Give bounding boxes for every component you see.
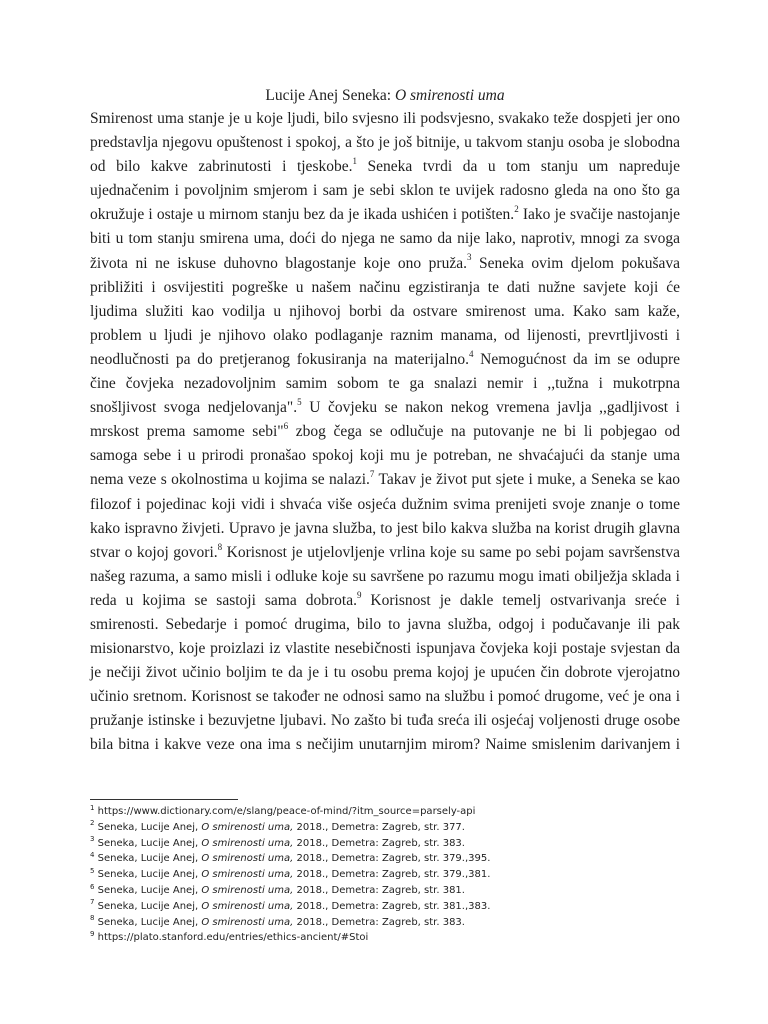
body-text-segment: mrskost prema samome sebi" — [90, 423, 284, 441]
footnote-work-title: O smirenosti uma, — [201, 900, 294, 912]
body-line — [90, 444, 680, 468]
body-text-segment: Seneka ovim djelom pokušava — [471, 254, 680, 272]
body-line — [90, 348, 680, 372]
body-text-segment: života ni ne iskuse duhovno blagostanje koje ono pruža. — [90, 254, 467, 272]
footnote-text: Seneka, Lucije Anej, — [97, 916, 202, 928]
footnote-reference[interactable]: 2 — [514, 204, 519, 215]
body-line — [90, 227, 680, 251]
footnote-reference[interactable]: 3 — [466, 252, 472, 263]
footnote-reference[interactable]: 8 — [217, 541, 223, 552]
footnote-number: 7 — [90, 898, 95, 907]
footnote-work-title: O smirenosti uma, — [201, 853, 294, 865]
footnote-number: 6 — [90, 882, 95, 891]
footnote-citation: 2018., Demetra: Zagreb, str. 377. — [293, 821, 465, 833]
footnote-work-title: O smirenosti uma, — [201, 821, 294, 833]
footnote-number: 2 — [90, 819, 95, 828]
body-text-segment: Korisnost je utjelovljenje vrlina koje su same po sebi pojam savršenstva — [222, 543, 680, 561]
body-text-segment: zbog čega se odlučuje na putovanje ne bi li pobjegao od — [288, 423, 681, 441]
body-text-segment: stvar o kojoj govori. — [90, 543, 218, 561]
footnote-text: Seneka, Lucije Anej, — [97, 900, 202, 912]
footnote-work-title: O smirenosti uma, — [201, 869, 294, 881]
footnote-citation: 2018., Demetra: Zagreb, str. 379.,395. — [293, 853, 491, 865]
body-text-segment: predstavlja njegovu opuštenost i spokoj, a što je još bitnije, u takvom stanju osoba je slobodna — [90, 134, 680, 152]
footnote-number: 9 — [90, 930, 95, 939]
footnote-item — [90, 851, 680, 867]
body-text-segment: misionarstvo, koje proizlazi iz vlastite nesebičnosti ispunjava čovjeka koji postaje svjestan da — [90, 640, 680, 658]
body-text-segment: filozof i pojedinac koji vidi i shvaća više osjeća dužnim svima prenijeti svoje znanje o tome — [90, 495, 680, 513]
body-line — [90, 300, 680, 324]
footnote-number: 5 — [90, 866, 95, 875]
body-text-segment: približiti i osvijestiti pogreške u našem načinu egzistiranja te dati nužne savjete koji će — [90, 278, 680, 296]
footnote-reference[interactable]: 4 — [468, 348, 474, 359]
body-line — [90, 155, 680, 179]
body-line — [90, 420, 680, 444]
footnote-reference[interactable]: 6 — [283, 421, 289, 432]
body-text-segment: Iako je svačije nastojanje — [518, 206, 680, 224]
body-text-segment: neodlučnosti pa do pretjeranog fokusiranja na materijalno. — [90, 350, 469, 368]
body-text-segment: okružuje i ostaje u mirnom stanju bez da je ikada ushićen i potišten. — [90, 206, 515, 224]
footnote-number: 8 — [90, 914, 95, 923]
body-line — [90, 324, 680, 348]
body-line — [90, 179, 680, 203]
footnote-reference[interactable]: 1 — [352, 156, 357, 167]
footnote-reference[interactable]: 9 — [356, 589, 362, 600]
body-line — [90, 372, 680, 396]
footnote-work-title: O smirenosti uma, — [201, 837, 294, 849]
body-line — [90, 661, 680, 685]
title-work: O smirenosti uma — [394, 87, 505, 104]
footnote-text: Seneka, Lucije Anej, — [97, 884, 202, 896]
footnote-text[interactable]: https://plato.stanford.edu/entries/ethics-ancient/#Stoi — [97, 932, 369, 944]
body-text-segment: kako ispravno živjeti. Upravo je javna služba, to jest bilo kakva služba na korist drugih glavna — [90, 519, 680, 537]
footnote-citation: 2018., Demetra: Zagreb, str. 383. — [293, 916, 465, 928]
body-line — [90, 589, 680, 613]
body-line — [90, 733, 680, 757]
footnote-number: 4 — [90, 851, 95, 860]
body-text-segment: Korisnost je dakle temelj ostvarivanja sreće i — [361, 591, 680, 609]
footnote-item — [90, 883, 680, 899]
body-line — [90, 396, 680, 420]
body-text-segment: čine čovjeka nezadovoljnim samim sobom te ga snalazi nemir i ,,tužna i mukotrpna — [90, 375, 680, 393]
body-text-segment: nema veze s okolnostima u kojima se nalazi. — [90, 471, 370, 489]
body-line — [90, 252, 680, 276]
body-paragraph — [90, 107, 680, 758]
footnote-separator — [90, 799, 238, 800]
body-text-segment: je nečiji život učinio boljim te da je i tu osobu prema kojoj je upućen čin dobrote vjerojatno — [90, 664, 680, 682]
footnote-citation: 2018., Demetra: Zagreb, str. 383. — [293, 837, 465, 849]
body-text-segment: Nemogućnost da im se odupre — [473, 350, 681, 368]
body-line — [90, 131, 680, 155]
footnote-text: Seneka, Lucije Anej, — [97, 853, 202, 865]
body-text-segment: od bilo kakve zabrinutosti i tjeskobe. — [90, 158, 353, 176]
footnote-number: 3 — [90, 835, 95, 844]
footnote-item — [90, 915, 680, 931]
body-line — [90, 203, 680, 227]
footnote-item — [90, 804, 680, 820]
footnote-text[interactable]: https://www.dictionary.com/e/slang/peace-of-mind/?itm_source=parsely-api — [97, 806, 476, 817]
body-text-segment: Seneka tvrdi da u tom stanju um napreduje — [356, 158, 680, 176]
body-text-segment: pružanje istinske i bezuvjetne ljubavi. No zašto bi tuđa sreća ili osjećaj voljenosti druge osobe — [90, 712, 680, 730]
body-text-segment: Takav je život put sjete i muke, a Seneka se kao — [374, 471, 680, 489]
body-line — [90, 541, 680, 565]
body-line — [90, 685, 680, 709]
footnote-text: Seneka, Lucije Anej, — [97, 869, 202, 881]
footnote-citation: 2018., Demetra: Zagreb, str. 381.,383. — [293, 900, 491, 912]
footnote-item — [90, 820, 680, 836]
footnote-citation: 2018., Demetra: Zagreb, str. 379.,381. — [293, 869, 491, 881]
footnote-number: 1 — [90, 803, 95, 812]
footnote-item — [90, 899, 680, 915]
footnotes — [90, 804, 680, 946]
body-text-segment: reda u kojima se sastoji sama dobrota. — [90, 591, 357, 609]
body-text-segment: biti u tom stanju smirena uma, doći do njega ne samo da nije lako, naprotiv, mnogi za svoga — [90, 230, 680, 248]
body-line — [90, 276, 680, 300]
body-text-segment: U čovjeku se nakon nekog vremena javlja ,,gadljivost i — [301, 399, 680, 417]
body-line — [90, 517, 680, 541]
footnote-citation: 2018., Demetra: Zagreb, str. 381. — [293, 884, 465, 896]
body-text-segment: ujednačenim i povoljnim smjerom i sam je sebi sklon te uvijek radosno gleda na ono što ga — [90, 182, 680, 200]
body-line — [90, 468, 680, 492]
body-text-segment: učinio sretnom. Korisnost se također ne odnosi samo na službu i pomoć drugome, već je ona i — [90, 688, 680, 706]
body-text-segment: samoga sebe i u prirodi pronašao spokoj koji mu je potreban, ne shvaćajući da stanje uma — [90, 447, 680, 465]
footnote-reference[interactable]: 7 — [369, 469, 375, 480]
body-text-segment: našeg razuma, a samo misli i odluke koje su savršene po razumu mogu imati obilježja sklada i — [90, 567, 680, 585]
body-line — [90, 637, 680, 661]
body-line — [90, 107, 680, 131]
body-text-segment: smirenosti. Sebedarje i pomoć drugima, bilo to javna služba, odgoj i podučavanje ili pak — [90, 615, 680, 633]
footnote-text: Seneka, Lucije Anej, — [97, 837, 202, 849]
footnote-work-title: O smirenosti uma, — [201, 884, 294, 896]
body-line — [90, 565, 680, 589]
footnote-item — [90, 836, 680, 852]
body-text-segment: snošljivost svoga nedjelovanja". — [90, 399, 298, 417]
footnote-reference[interactable]: 5 — [297, 396, 302, 407]
body-text-segment: Smirenost uma stanje je u koje ljudi, bilo svjesno ili podsvjesno, svakako teže dospjeti jer ono — [90, 110, 680, 127]
footnote-work-title: O smirenosti uma, — [201, 916, 294, 928]
footnote-text: Seneka, Lucije Anej, — [97, 821, 202, 833]
body-text-segment: bila bitna i kakve veze ona ima s nečijim unutarnjim mirom? Naime smislenim darivanjem i — [90, 736, 680, 754]
body-line — [90, 493, 680, 517]
page-title — [90, 86, 680, 106]
footnote-item — [90, 867, 680, 883]
title-author: Lucije Anej Seneka: — [265, 87, 392, 104]
body-text-segment: ljudima služiti kao vodilja u njihovoj borbi da ostvare smirenost uma. Kako sam kaže, — [90, 302, 680, 320]
body-line — [90, 709, 680, 733]
body-line — [90, 613, 680, 637]
footnote-item — [90, 930, 680, 946]
body-text-segment: problem u ljudi je njihovo olako podlaganje raznim manama, od lijenosti, prevrtljivosti i — [90, 326, 680, 344]
